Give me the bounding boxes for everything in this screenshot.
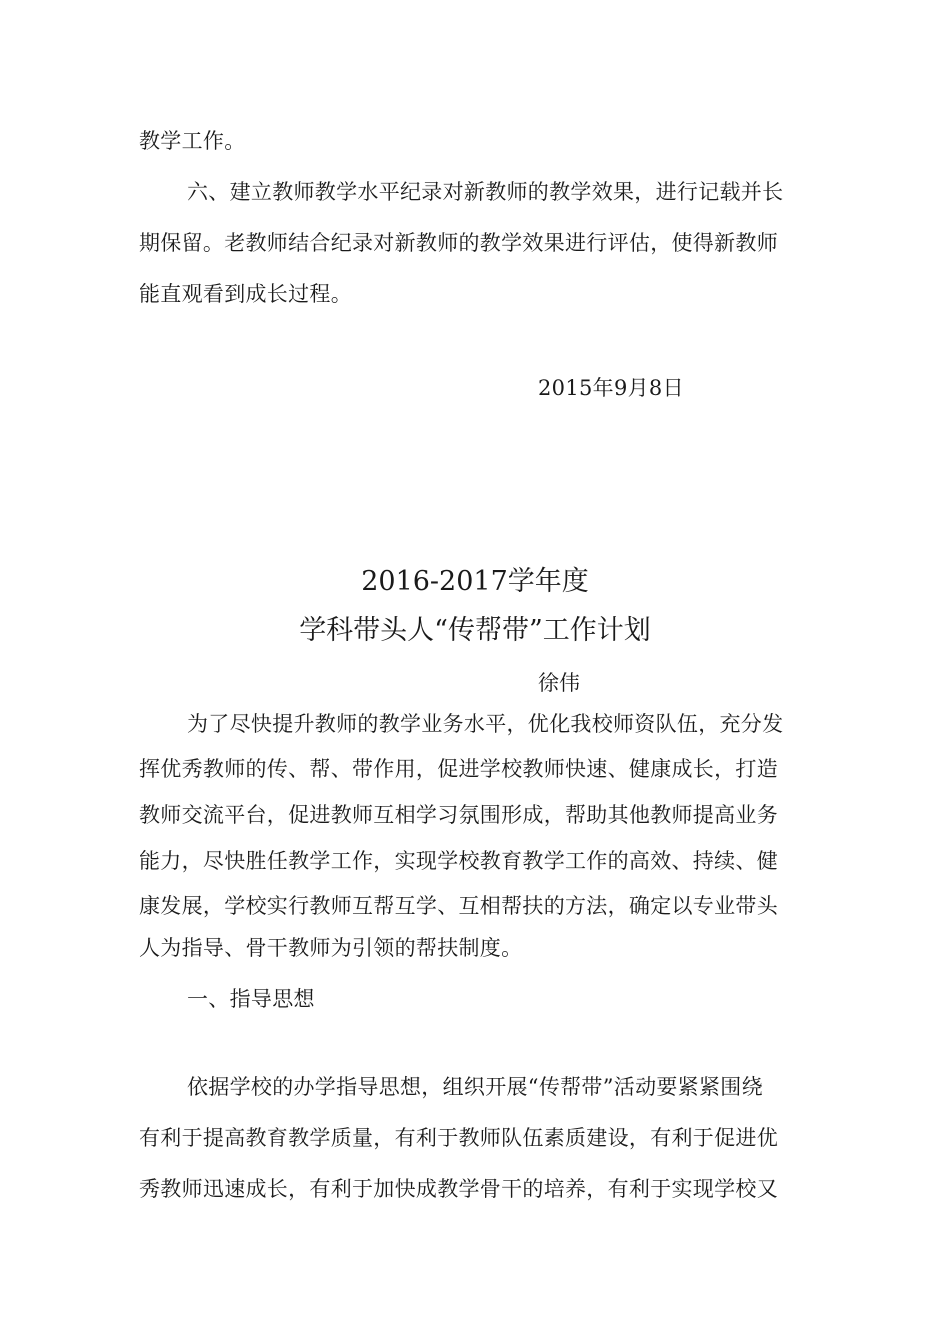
intro-paragraph-line: 能力，尽快胜任教学工作，实现学校教育教学工作的高效、持续、健 <box>139 849 778 873</box>
plan-title-year: 2016-2017学年度 <box>361 566 589 597</box>
prev-paragraph-line: 六、建立教师教学水平纪录对新教师的教学效果，进行记载并长 <box>187 180 784 204</box>
intro-paragraph-line: 人为指导、骨干教师为引领的帮扶制度。 <box>139 936 523 960</box>
intro-paragraph-line: 康发展，学校实行教师互帮互学、互相帮扶的方法，确定以专业带头 <box>139 894 778 918</box>
section-paragraph-line: 有利于提高教育教学质量，有利于教师队伍素质建设，有利于促进优 <box>139 1126 778 1150</box>
section-heading: 一、指导思想 <box>187 987 315 1011</box>
intro-paragraph-line: 挥优秀教师的传、帮、带作用，促进学校教师快速、健康成长，打造 <box>139 757 778 781</box>
section-paragraph-line: 秀教师迅速成长，有利于加快成教学骨干的培养，有利于实现学校又 <box>139 1177 778 1201</box>
document-date: 2015年9月8日 <box>538 376 684 400</box>
prev-paragraph-line: 能直观看到成长过程。 <box>139 282 352 306</box>
intro-paragraph-line: 为了尽快提升教师的教学业务水平，优化我校师资队伍，充分发 <box>187 712 784 736</box>
prev-paragraph-line: 教学工作。 <box>139 129 246 153</box>
section-paragraph-line: 依据学校的办学指导思想，组织开展“传帮带”活动要紧紧围绕 <box>187 1075 763 1099</box>
author-name: 徐伟 <box>538 671 580 695</box>
intro-paragraph-line: 教师交流平台，促进教师互相学习氛围形成，帮助其他教师提高业务 <box>139 803 778 827</box>
plan-title: 学科带头人“传帮带”工作计划 <box>299 615 651 646</box>
prev-paragraph-line: 期保留。老教师结合纪录对新教师的教学效果进行评估，使得新教师 <box>139 231 778 255</box>
